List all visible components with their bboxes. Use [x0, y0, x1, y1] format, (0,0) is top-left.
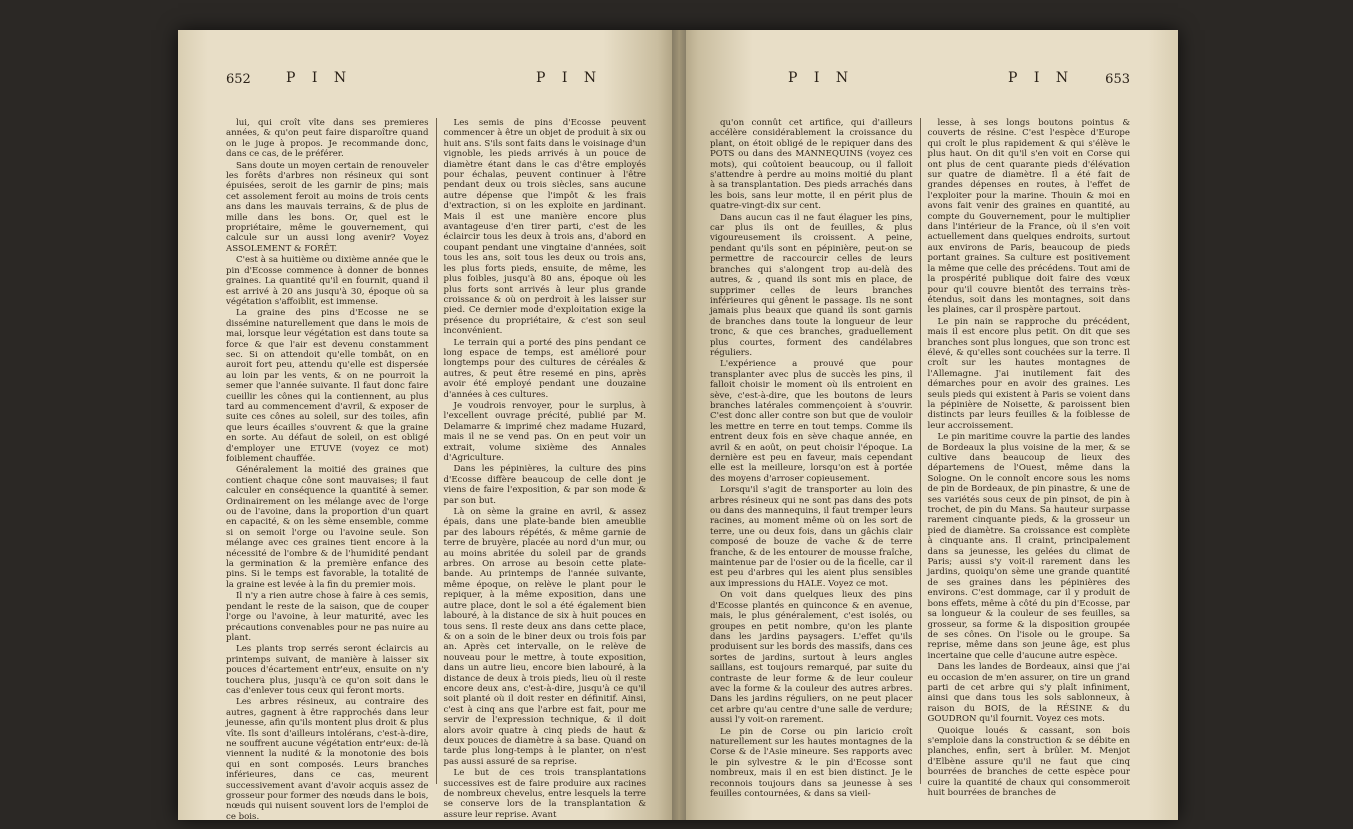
right-page-header: [708, 70, 1130, 90]
right-page: [678, 30, 1178, 820]
column-rule: [920, 118, 921, 784]
paragraph: Je voudrois renvoyer, pour le surplus, à l'excellent ouvrage précité, publié par M. Delamarre & imprimé chez madame Huzard, mais il ne se vend pas. On en peut voir un extrait, volume sixième des Annales d'Agriculture.: [443, 400, 646, 463]
paragraph: Les arbres résineux, au contraire des autres, gagnent à être rapprochés dans leur jeunesse, afin qu'ils montent plus droit & plus vîte. Ils sont d'ailleurs intolérans, c'est-à-dire, ne souffrent aucune végétation entr'eux: de-là viennent la nudité & la monotonie des bois qui en sont composés. Leurs branches inférieures, dans ce cas, meurent successivement avant d'avoir acquis assez de grosseur pour former des nœuds dans le bois, nœuds qui nuisent souvent lors de l'emploi de ce bois.: [226, 697, 429, 822]
paragraph: Le pin maritime couvre la partie des landes de Bordeaux la plus voisine de la mer, & se cultive dans beaucoup de lieux des départemens de l'Ouest, même dans la Sologne. On le connoît encore sous les noms de pin de Bordeaux, de pin pinastre, & une de ses variétés sous ceux de pin pinsot, de pin à trochet, de pin du Mans. Sa hauteur surpasse rarement cinquante pieds, & la grosseur un pied de diamètre. Sa croissance est complète à cinquante ans. Il craint, principalement dans sa jeunesse, les gelées du climat de Paris; aussi s'y voit-il rarement dans les jardins, quoiqu'on sème une grande quantité de ses graines dans les pépinières des environs. C'est dommage, car il y produit de bons effets, même à côté du pin d'Ecosse, par sa longueur & la couleur de ses feuilles, sa grosseur, sa forme & la disposition groupée de ses cônes. On l'isole ou le groupe. Sa reprise, même dans son jeune âge, est plus incertaine que celle d'aucune autre espèce.: [927, 432, 1130, 661]
right-page-number: 653: [1105, 72, 1130, 87]
column-rule: [436, 118, 437, 784]
left-page-number: 652: [226, 72, 251, 87]
book-gutter: [672, 30, 686, 820]
paragraph: Le pin nain se rapproche du précédent, mais il est encore plus petit. On dit que ses branches sont plus longues, que son tronc est élevé, & qu'elles sont couchées sur la terre. Il croît sur les hautes montagnes de l'Allemagne. J'ai inutilement fait des démarches pour en avoir des graines. Les seuls pieds qui existent à Paris se voient dans la pépinière de Noisette, & paroissent bien distincts par leurs feuilles & la foiblesse de leur accroissement.: [927, 316, 1130, 431]
paragraph: Dans les pépinières, la culture des pins d'Ecosse diffère beaucoup de celle dont je viens de faire l'exposition, & par son mode & par son but.: [443, 464, 646, 506]
paragraph: Dans les landes de Bordeaux, ainsi que j'ai eu occasion de m'en assurer, on tire un grand parti de cet arbre qui s'y plaît infiniment, ainsi que dans tous les sols sablonneux, à raison du BOIS, de la RÉSINE & du GOUDRON qu'il fournit. Voyez ces mots.: [927, 662, 1130, 725]
paragraph: Dans aucun cas il ne faut élaguer les pins, car plus ils ont de feuilles, & plus vigoureusement ils croissent. A peine, pendant qu'ils sont en pépinière, peut-on se permettre de raccourcir celles de leurs branches qui s'alongent trop au-delà des autres, & , quand ils sont mis en place, de supprimer celles de leurs branches inférieures qui gênent le passage. Ils ne sont jamais plus beaux que quand ils sont garnis de branches dans toute la longueur de leur tronc, & que ces branches, graduellement plus courtes, forment des candélabres réguliers.: [710, 212, 913, 358]
paragraph: Il n'y a rien autre chose à faire à ces semis, pendant le reste de la saison, que de couper l'orge ou l'avoine, à leur maturité, avec les précautions convenables pour ne pas nuire au plant.: [226, 591, 429, 643]
left-column-1: [226, 118, 429, 822]
paragraph: Là on sème la graine en avril, & assez épais, dans une plate-bande bien ameublie par des labours répétés, & même garnie de terre de bruyère, placée au nord d'un mur, ou au moins abritée du soleil par de grands arbres. On arrose au besoin cette plate-bande. Au printemps de l'année suivante, même époque, on relève le plant pour le repiquer, à la même exposition, dans une autre place, dont le sol a été également bien labouré, à la distance de six à huit pouces en tous sens. Il reste deux ans dans cette place, & on a soin de le biner deux ou trois fois par an. Après cet intervalle, on le relève de nouveau pour le mettre, à toute exposition, dans un autre lieu, encore bien labouré, à la distance de deux à trois pieds, lieu où il reste encore deux ans, c'est-à-dire, jusqu'à ce qu'il soit planté où il doit rester en définitif. Ainsi, c'est à cinq ans que l'arbre est fait, pour me servir de l'expression technique, & il doit alors avoir quatre à cinq pieds de haut & deux pouces de diamètre à sa base. Quand on tarde plus long-temps à le planter, on n'est pas aussi assuré de sa reprise.: [443, 507, 646, 767]
paragraph: Les semis de pins d'Ecosse peuvent commencer à être un objet de produit à six ou huit ans. S'ils sont faits dans le voisinage d'un vignoble, les pieds arrivés à un pouce de diamètre étant dans le cas d'être employés pour échalas, peuvent continuer à l'être pendant deux ou trois siècles, sans aucune autre dépense que l'impôt & les frais d'extraction, si on les exploite en jardinant. Mais il est une manière encore plus avantageuse d'en tirer parti, c'est de les éclaircir tous les deux à trois ans, d'abord en coupant pendant une vingtaine d'années, soit tous les ans, soit tous les deux ou trois ans, les plus forts pieds, ensuite, de même, les plus foibles, jusqu'à 80 ans, époque où les plus forts sont arrivés à leur plus grande croissance & où on perdroit à les laisser sur pied. Ce dernier mode d'exploitation exige la présence du propriétaire, & c'est son seul inconvénient.: [443, 118, 646, 337]
paragraph: Lorsqu'il s'agit de transporter au loin des arbres résineux qui ne sont pas dans des pots ou dans des mannequins, il faut tremper leurs racines, au moment même où on les sort de terre, une ou deux fois, dans un gâchis clair composé de bouze de vache & de terre franche, & de les entourer de mousse fraîche, maintenue par de l'osier ou de la ficelle, car il est peu d'arbres qui les aient plus sensibles aux impressions du HALE. Voyez ce mot.: [710, 485, 913, 589]
right-page-columns: [710, 118, 1130, 799]
paragraph: Les plants trop serrés seront éclaircis au printemps suivant, de manière à laisser six pouces d'écartement entr'eux, ensuite on n'y touchera plus, jusqu'à ce qu'on soit dans le cas d'enlever tous ceux qui feront morts.: [226, 644, 429, 696]
left-page: [178, 30, 678, 820]
left-running-head-2: P I N: [536, 70, 603, 86]
paragraph: Le but de ces trois transplantations successives est de faire produire aux racines de nombreux chevelus, entre lesquels la terre se conserve lors de la transplantation & assure leur reprise. Avant: [443, 768, 646, 820]
left-running-head-1: P I N: [286, 70, 353, 86]
paragraph: lesse, à ses longs boutons pointus & couverts de résine. C'est l'espèce d'Europe qui croît le plus rapidement & qui s'élève le plus haut. On dit qu'il s'en voit en Corse qui ont plus de cent quarante pieds d'élévation sur quatre de diamètre. Il a été fait de grandes dépenses en routes, à l'effet de l'exploiter pour la marine. Thouin & moi en avons fait venir des graines en quantité, au compte du Gouvernement, pour le multiplier dans l'intérieur de la France, où il s'en voit actuellement dans quelques endroits, surtout aux environs de Paris, beaucoup de pieds portant graines. Sa culture est positivement la même que celle des précédens. Tout ami de la prospérité publique doit faire des vœux pour qu'il couvre bientôt des terrains très-étendus, soit dans les montagnes, soit dans les plaines, car il prospère partout.: [927, 118, 1130, 316]
right-column-2: [927, 118, 1131, 798]
paragraph: Le pin de Corse ou pin laricio croît naturellement sur les hautes montagnes de la Corse & de l'Asie mineure. Ses rapports avec le pin sylvestre & le pin d'Ecosse sont nombreux, mais il en est bien distinct. Je le reconnois toujours dans sa jeunesse à ses feuilles contournées, & dans sa vieil-: [710, 726, 913, 799]
paragraph: L'expérience a prouvé que pour transplanter avec plus de succès les pins, il falloit choisir le moment où ils entroient en sève, c'est-à-dire, que les boutons de leurs branches latérales commençoient à s'ouvrir. C'est donc aller contre son but que de vouloir les mettre en terre en tout temps. Comme ils entrent deux fois en sève chaque année, en avril & en août, on peut choisir l'époque. La dernière est peu en faveur, mais cependant elle est la meilleure, lorsqu'on est à portée des moyens d'arroser copieusement.: [710, 359, 913, 484]
paragraph: C'est à sa huitième ou dixième année que le pin d'Ecosse commence à donner de bonnes graines. La quantité qu'il en fournit, quand il est arrivé à 20 ans jusqu'à 30, époque où sa végétation s'affoiblit, est immense.: [226, 255, 429, 307]
left-page-header: [226, 70, 648, 90]
right-column-1: [710, 118, 913, 799]
right-running-head-1: P I N: [788, 70, 855, 86]
paragraph: lui, qui croît vîte dans ses premieres années, & qu'on peut faire disparoître quand on le juge à propos. Je recommande donc, dans ce cas, de le préférer.: [226, 118, 429, 160]
left-column-2: [443, 118, 647, 820]
paragraph: Quoique loués & cassant, son bois s'emploie dans la construction & se débite en planches, enfin, sert à brûler. M. Menjot d'Elbène assure qu'il ne faut que cinq bourrées de branches de cette espèce pour cuire la quantité de chaux qui consommeroit huit bourrées de branches de: [927, 725, 1130, 798]
right-running-head-2: P I N: [1008, 70, 1075, 86]
paragraph: Sans doute un moyen certain de renouveler les forêts d'arbres non résineux qui sont épuisées, seroit de les garnir de pins; mais cet assolement feroit au moins de trois cents ans dans les mauvais terrains, & de plus de mille dans les bons. Or, quel est le propriétaire, même le gouvernement, qui calcule sur un aussi long avenir? Voyez ASSOLEMENT & FORÊT.: [226, 160, 429, 254]
paragraph: Généralement la moitié des graines que contient chaque cône sont mauvaises; il faut calculer en conséquence la quantité à semer. Ordinairement on les mélange avec de l'orge ou de l'avoine, dans la proportion d'un quart en capacité, & on les sème ensemble, comme si on semoit l'orge ou l'avoine seule. Son mélange avec ces graines tient encore à la nécessité de l'ombre & de l'humidité pendant la germination & la première enfance des pins. Si le temps est favorable, la totalité de la graine est levée à la fin du premier mois.: [226, 465, 429, 590]
paragraph: qu'on connût cet artifice, qui d'ailleurs accélère considérablement la croissance du plant, on étoit obligé de le repiquer dans des POTS ou dans des MANNEQUINS (voyez ces mots), qui coûtoient beaucoup, ou il falloit s'attendre à perdre au moins moitié du plant à sa transplantation. Des pieds arrachés dans les bois, sans leur motte, il en périt plus de quatre-vingt-dix sur cent.: [710, 118, 913, 212]
paragraph: La graine des pins d'Ecosse ne se dissémine naturellement que dans le mois de mai, lorsque leur végétation est dans toute sa force & que l'air est devenu constamment sec. Si on attendoit qu'elle tombât, on en auroit fort peu, attendu qu'elle est dispersée au loin par les vents, & on ne pourroit la semer que l'année suivante. Il faut donc faire cueillir les cônes qui la contiennent, au plus tard au commencement d'avril, & exposer de suite ces cônes au soleil, sur des toiles, afin que leurs écailles s'ouvrent & que la graine en sorte. Au défaut de soleil, on est obligé d'employer une ETUVE (voyez ce mot) foiblement chauffée.: [226, 308, 429, 464]
paragraph: On voit dans quelques lieux des pins d'Ecosse plantés en quinconce & en avenue, mais, le plus généralement, c'est isolés, ou groupes en petit nombre, qu'on les plante dans les jardins paysagers. L'effet qu'ils produisent sur les bords des massifs, dans ces sortes de jardins, surtout à leurs angles saillans, est toujours remarqué, par suite du contraste de leur forme & de leur couleur avec la forme & la couleur des autres arbres. Dans les jardins réguliers, on ne peut placer cet arbre qu'au centre d'une salle de verdure; aussi l'y voit-on rarement.: [710, 590, 913, 726]
paragraph: Le terrain qui a porté des pins pendant ce long espace de temps, est amélioré pour longtemps pour des cultures de céréales & autres, & peut être resemé en pins, après avoir été employé pendant une douzaine d'années à ces cultures.: [443, 337, 646, 400]
left-page-columns: [226, 118, 646, 822]
